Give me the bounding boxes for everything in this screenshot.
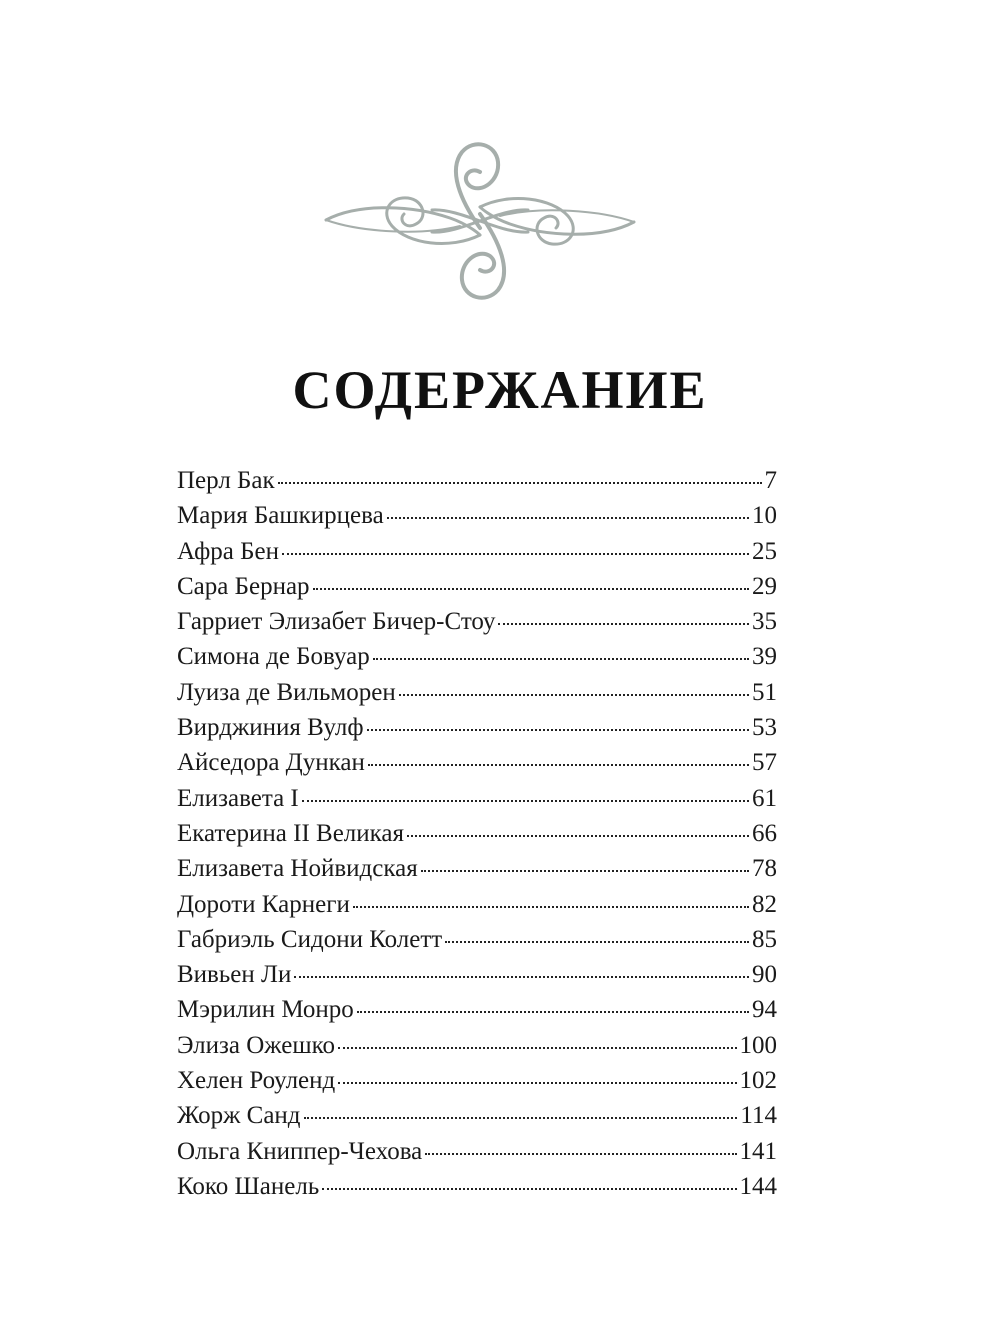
toc-entry-name: Симона де Бовуар [177, 643, 370, 671]
dot-leader [387, 517, 749, 519]
toc-entry[interactable] [177, 639, 777, 674]
toc-entry-name: Луиза де Вильморен [177, 678, 396, 706]
toc-entry[interactable] [177, 710, 777, 745]
toc-entry-name: Ольга Книппер-Чехова [177, 1137, 423, 1165]
toc-entry[interactable] [177, 745, 777, 780]
toc-entry-page: 7 [764, 467, 777, 494]
toc-entry-page: 29 [752, 572, 777, 600]
toc-entry-page: 53 [752, 714, 777, 742]
toc-entry-name: Мэрилин Монро [177, 996, 354, 1024]
toc-entry[interactable] [177, 498, 777, 533]
toc-entry-name: Афра Бен [177, 537, 279, 565]
toc-entry-name: Вивьен Ли [177, 961, 292, 989]
toc-entry[interactable] [177, 922, 777, 957]
toc-entry[interactable] [177, 1098, 777, 1133]
toc-entry-name: Габриэль Сидони Колетт [177, 925, 443, 953]
dot-leader [498, 623, 749, 625]
toc-entry[interactable] [177, 816, 777, 851]
toc-entry-page: 61 [752, 784, 777, 812]
toc-entry[interactable] [177, 604, 777, 639]
toc-entry-page: 51 [752, 678, 777, 706]
toc-entry-name: Елизавета Нойвидская [177, 855, 418, 883]
toc-entry-page: 100 [739, 1031, 777, 1059]
toc-entry-name: Коко Шанель [177, 1172, 320, 1200]
dot-leader [368, 764, 749, 766]
toc-entry-name: Сара Бернар [177, 572, 310, 600]
toc-entry[interactable] [177, 781, 777, 816]
toc-entry-name: Елизавета I [177, 784, 299, 812]
dot-leader [338, 1082, 736, 1084]
dot-leader [407, 835, 749, 837]
dot-leader [304, 1117, 738, 1119]
toc-entry-page: 102 [739, 1067, 777, 1095]
toc-entry-page: 114 [740, 1102, 777, 1130]
toc-entry-page: 10 [752, 502, 777, 530]
toc-entry-name: Перл Бак [177, 467, 275, 494]
dot-leader [338, 1047, 737, 1049]
toc-entry-name: Дороти Карнеги [177, 890, 350, 918]
toc-entry[interactable] [177, 675, 777, 710]
toc-entry-name: Жорж Санд [177, 1102, 301, 1130]
dot-leader [313, 588, 749, 590]
dot-leader [367, 729, 749, 731]
toc-entry-page: 90 [752, 961, 777, 989]
toc-entry-page: 82 [752, 890, 777, 918]
toc-entry[interactable] [177, 534, 777, 569]
dot-leader [302, 800, 749, 802]
toc-entry[interactable] [177, 957, 777, 992]
toc-entry-page: 25 [752, 537, 777, 565]
toc-entry-page: 144 [739, 1172, 777, 1200]
dot-leader [278, 482, 762, 484]
toc-entry[interactable] [177, 1063, 777, 1098]
flourish-ornament-icon [320, 140, 640, 315]
toc-entry-page: 94 [752, 996, 777, 1024]
toc-entry[interactable] [177, 851, 777, 886]
toc-entry[interactable] [177, 992, 777, 1027]
toc-entry[interactable] [177, 887, 777, 922]
toc-entry-name: Вирджиния Вулф [177, 714, 364, 742]
toc-entry[interactable] [177, 1169, 777, 1204]
toc-entry-name: Айседора Дункан [177, 749, 365, 777]
toc-entry[interactable] [177, 1028, 777, 1063]
toc-entry-page: 78 [752, 855, 777, 883]
toc-entry[interactable] [177, 1134, 777, 1169]
table-of-contents [177, 463, 777, 1204]
toc-entry-name: Екатерина II Великая [177, 819, 405, 847]
dot-leader [294, 976, 749, 978]
dot-leader [445, 941, 749, 943]
toc-entry-page: 141 [739, 1137, 777, 1165]
toc-entry-name: Хелен Роуленд [177, 1067, 336, 1095]
dot-leader [425, 1153, 736, 1155]
dot-leader [399, 694, 749, 696]
toc-entry-page: 35 [752, 608, 777, 636]
dot-leader [421, 870, 749, 872]
toc-entry[interactable] [177, 569, 777, 604]
toc-entry-name: Элиза Ожешко [177, 1031, 335, 1059]
toc-entry-name: Гарриет Элизабет Бичер-Стоу [177, 608, 496, 636]
toc-entry-page: 85 [752, 925, 777, 953]
dot-leader [322, 1188, 736, 1190]
toc-entry-page: 57 [752, 749, 777, 777]
toc-entry-page: 39 [752, 643, 777, 671]
toc-entry-page: 66 [752, 819, 777, 847]
dot-leader [353, 906, 749, 908]
dot-leader [282, 553, 749, 555]
toc-entry-name: Мария Башкирцева [177, 502, 384, 530]
dot-leader [357, 1011, 749, 1013]
toc-entry[interactable] [177, 463, 777, 498]
dot-leader [373, 658, 749, 660]
page-title: СОДЕРЖАНИЕ [292, 360, 708, 420]
